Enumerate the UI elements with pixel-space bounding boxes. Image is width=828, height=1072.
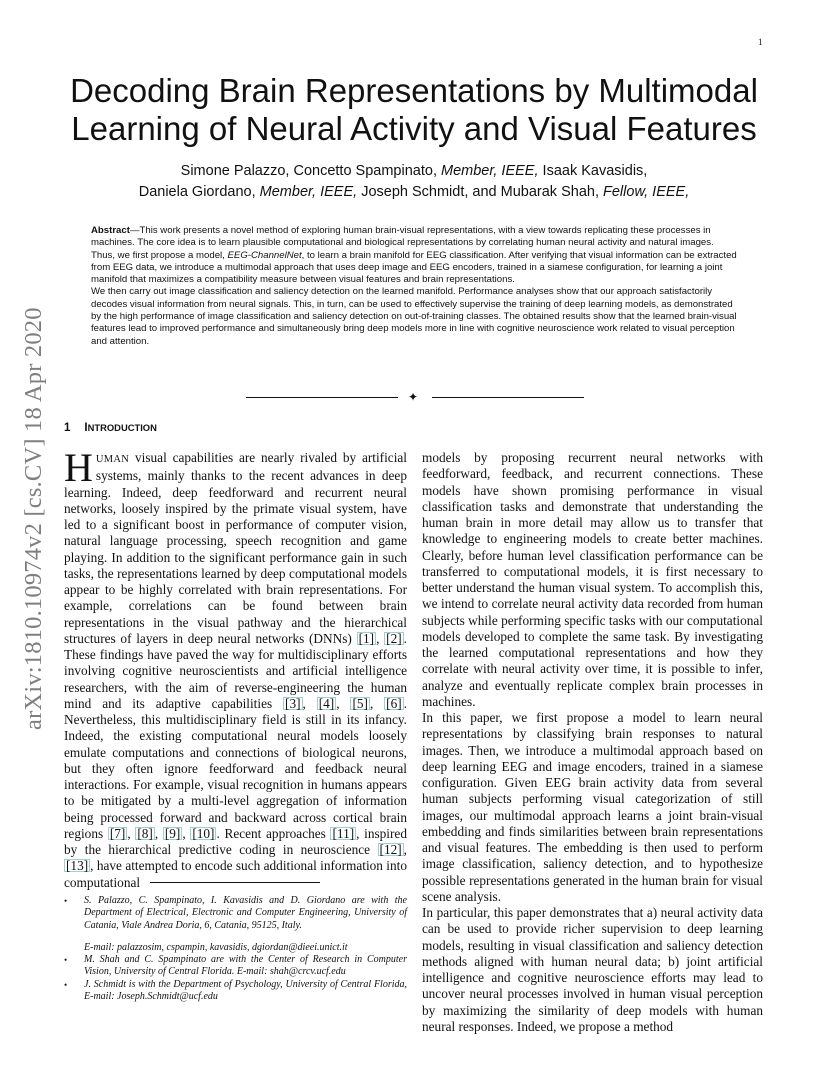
body-text: visual capabilities are nearly rivaled by artificial systems, mainly thanks to the recent advances in deep learning. Indeed, deep feedforward and recurrent neural networks, loosely inspired by the primate visual system, have led to a significant boost in performance of computer vision, natural language processing, speech recognition and game playing. In addition to the significant performance gain in such tasks, the representations learned by deep computational models appear to be highly correlated with brain representations. For example, correlations can be found between brain representations in the visual pathway and the hierarchical structures of layers in deep neural networks (DNNs) [64, 450, 407, 646]
citation-link[interactable]: [11] [332, 825, 355, 841]
author-line-2 [60, 182, 768, 203]
model-name: EEG-ChannelNet [227, 249, 302, 261]
footnote-text: S. Palazzo, C. Spampinato, I. Kavasidis and D. Giordano are with the Department of Electrical, Electronic and Computer Engineering, University of Catania, Viale Andrea Doria, 6, Catania, 95125, Italy. [84, 895, 407, 931]
section-heading-introduction [64, 422, 157, 434]
abstract-text: —This work presents a novel method of exploring human brain-visual representations, with a view towards replicating these processes in machines. The core idea is to learn plausible computational and biological representations by correlating human neural activity and natural images. Thus, we first propose a model, [91, 225, 714, 261]
body-column-right [422, 450, 763, 1035]
divider-line-right [432, 397, 584, 398]
body-text: . Recent approaches [216, 825, 331, 841]
divider-diamond-icon: ✦ [408, 390, 419, 404]
author-affiliation-member: Member, IEEE, [259, 184, 358, 200]
small-caps-word: UMAN [95, 454, 130, 465]
title-line-1: Decoding Brain Representations by Multimodal [70, 72, 758, 109]
footnotes [64, 895, 407, 1003]
abstract-label: Abstract [91, 225, 130, 236]
author-names: Joseph Schmidt, and Mubarak Shah, [357, 184, 604, 200]
abstract [91, 225, 737, 348]
citation-link[interactable]: [2] [386, 630, 402, 646]
body-text: , [403, 842, 407, 857]
author-line-1 [60, 161, 768, 182]
bullet-icon: • [64, 955, 68, 966]
body-text: , [302, 695, 317, 711]
body-text: . Nevertheless, this multidisciplinary field is still in its infancy. Indeed, the existing computational neural models loosely emulate computations and connections of biological neurons, but they often ignore feedforward and feedback neural interactions. For example, visual recognition in humans appears to be mitigated by a multi-level aggregation of information being processed forward and backward across cortical brain regions [64, 695, 408, 841]
body-text: , [369, 695, 385, 711]
footnote-spacer [84, 932, 407, 942]
abstract-text: , to learn a brain manifold for EEG classification. After verifying that visual information can be extracted from EEG data, we introduce a multimodal approach that uses deep image and EEG encoders, trained in a siamese configuration, for learning a joint manifold that maximizes a compatibility measure between visual features and brain representations. [91, 249, 737, 286]
author-names: Daniela Giordano, [138, 184, 260, 200]
bullet-icon: • [64, 896, 68, 906]
section-divider [246, 390, 584, 404]
citation-link[interactable]: [12] [379, 842, 402, 857]
page-number: 1 [758, 37, 763, 47]
citation-link[interactable]: [6] [386, 695, 402, 711]
title-line-2: Learning of Neural Activity and Visual Features [71, 110, 757, 147]
footnote-text: J. Schmidt is with the Department of Psychology, University of Central Florida, E-mail: Joseph.Schmidt@ucf.edu [84, 978, 407, 1003]
abstract-paragraph-2: We then carry out image classification and saliency detection on the learned manifold. Performance analyses show that our approach satisfactorily decodes visual information from neural signals. This, in turn, can be used to effectively supervise the training of deep learning models, as demonstrated by the high performance of image classification and saliency detection on out-of-training classes. The obtained results show that the learned brain-visual features lead to improved performance and simultaneously bring deep models more in line with cognitive neuroscience work related to visual perception and attention. [91, 286, 737, 347]
body-text: , have attempted to encode such additional information into computational [64, 858, 407, 890]
body-text: , [154, 825, 163, 841]
abstract-paragraph-1 [91, 225, 737, 286]
paper-title [60, 72, 768, 148]
citation-link[interactable]: [5] [352, 695, 368, 711]
footnote-item [64, 895, 407, 954]
body-column-left [64, 445, 408, 891]
body-text: . These findings have paved the way for multidisciplinary efforts involving cognitive neuroscientists and artificial intelligence researchers, with the aim of reverse-engineering the human mind and its adaptive capabilities [64, 630, 407, 711]
citation-link[interactable]: [8] [137, 825, 153, 841]
drop-cap: H [64, 445, 93, 490]
author-affiliation-fellow: Fellow, IEEE, [603, 184, 690, 200]
divider-line-left [246, 397, 398, 398]
citation-link[interactable]: [3] [285, 695, 301, 711]
citation-link[interactable]: [13] [66, 858, 89, 874]
arxiv-identifier-stamp[interactable]: arXiv:1810.10974v2 [cs.CV] 18 Apr 2020 [20, 307, 47, 730]
body-text: , [336, 695, 351, 711]
citation-link[interactable]: [7] [109, 825, 126, 841]
author-list [60, 161, 768, 203]
body-paragraph: models by proposing recurrent neural networks with feedforward, feedback, and recurrent connections. These models have shown promising performance in visual classification tasks and demonstrate that understanding the human brain in more detail may allow us to transfer that knowledge to engineering models to create better machines. Clearly, before human level classification performance can be transferred to computational models, it is first necessary to better understand the human visual system. To accomplish this, we intend to correlate neural activity data recorded from human subjects while performing specific tasks with our computational models developed to complete the same task. By investigating the learned computational representations and how they correlate with neural activity over time, it is possible to infer, analyze and eventually replicate complex brain processes in machines. [422, 450, 763, 709]
author-affiliation-member: Member, IEEE, [441, 163, 539, 179]
bullet-icon: • [64, 979, 68, 990]
footnote-item [64, 979, 407, 1004]
citation-link[interactable]: [1] [358, 630, 375, 646]
section-number: 1 [64, 422, 71, 434]
citation-link[interactable]: [4] [318, 695, 335, 711]
author-names: Simone Palazzo, Concetto Spampinato, [180, 163, 441, 179]
body-text: , [376, 630, 385, 646]
body-text: , [182, 825, 191, 841]
citation-link[interactable]: [9] [164, 825, 181, 841]
footnote-email: E-mail: palazzosim, cspampin, kavasidis, dgiordan@dieei.unict.it [84, 941, 348, 953]
footnote-item [64, 954, 407, 979]
body-text: , [127, 825, 136, 841]
body-paragraph: In particular, this paper demonstrates that a) neural activity data can be used to provide richer supervision to deep learning models, resulting in visual classification and saliency detection methods aligned with human neural data; b) joint artificial intelligence and cognitive neuroscience efforts may lead to uncover neural processes involved in human visual perception by maximizing the similarity of deep models with human neural responses. Indeed, we propose a method [422, 905, 763, 1034]
section-title-initial: I [84, 422, 88, 434]
footnote-rule [150, 882, 320, 883]
body-text: , inspired by the hierarchical predictive coding in neuroscience [64, 825, 407, 857]
body-paragraph: In this paper, we first propose a model to learn neural representations by classifying brain responses to natural images. Then, we introduce a multimodal approach based on deep learning EEG and image encoders, trained in a siamese configuration. Given EEG brain activity data from several human subjects performing visual categorization of still images, our multimodal approach learns a joint brain-visual embedding and finds similarities between brain representations and visual features. The embedding is then used to perform image classification, saliency detection, and to hypothesize possible representations generated in the human brain for visual scene analysis. [422, 710, 763, 904]
section-title-rest: NTRODUCTION [87, 422, 157, 433]
author-names: Isaak Kavasidis, [538, 163, 648, 179]
body-paragraph [64, 445, 408, 891]
footnote-text: M. Shah and C. Spampinato are with the Center of Research in Computer Vision, University of Central Florida. E-mail: shah@crcv.ucf.edu [84, 954, 407, 978]
citation-link[interactable]: [10] [192, 825, 215, 841]
